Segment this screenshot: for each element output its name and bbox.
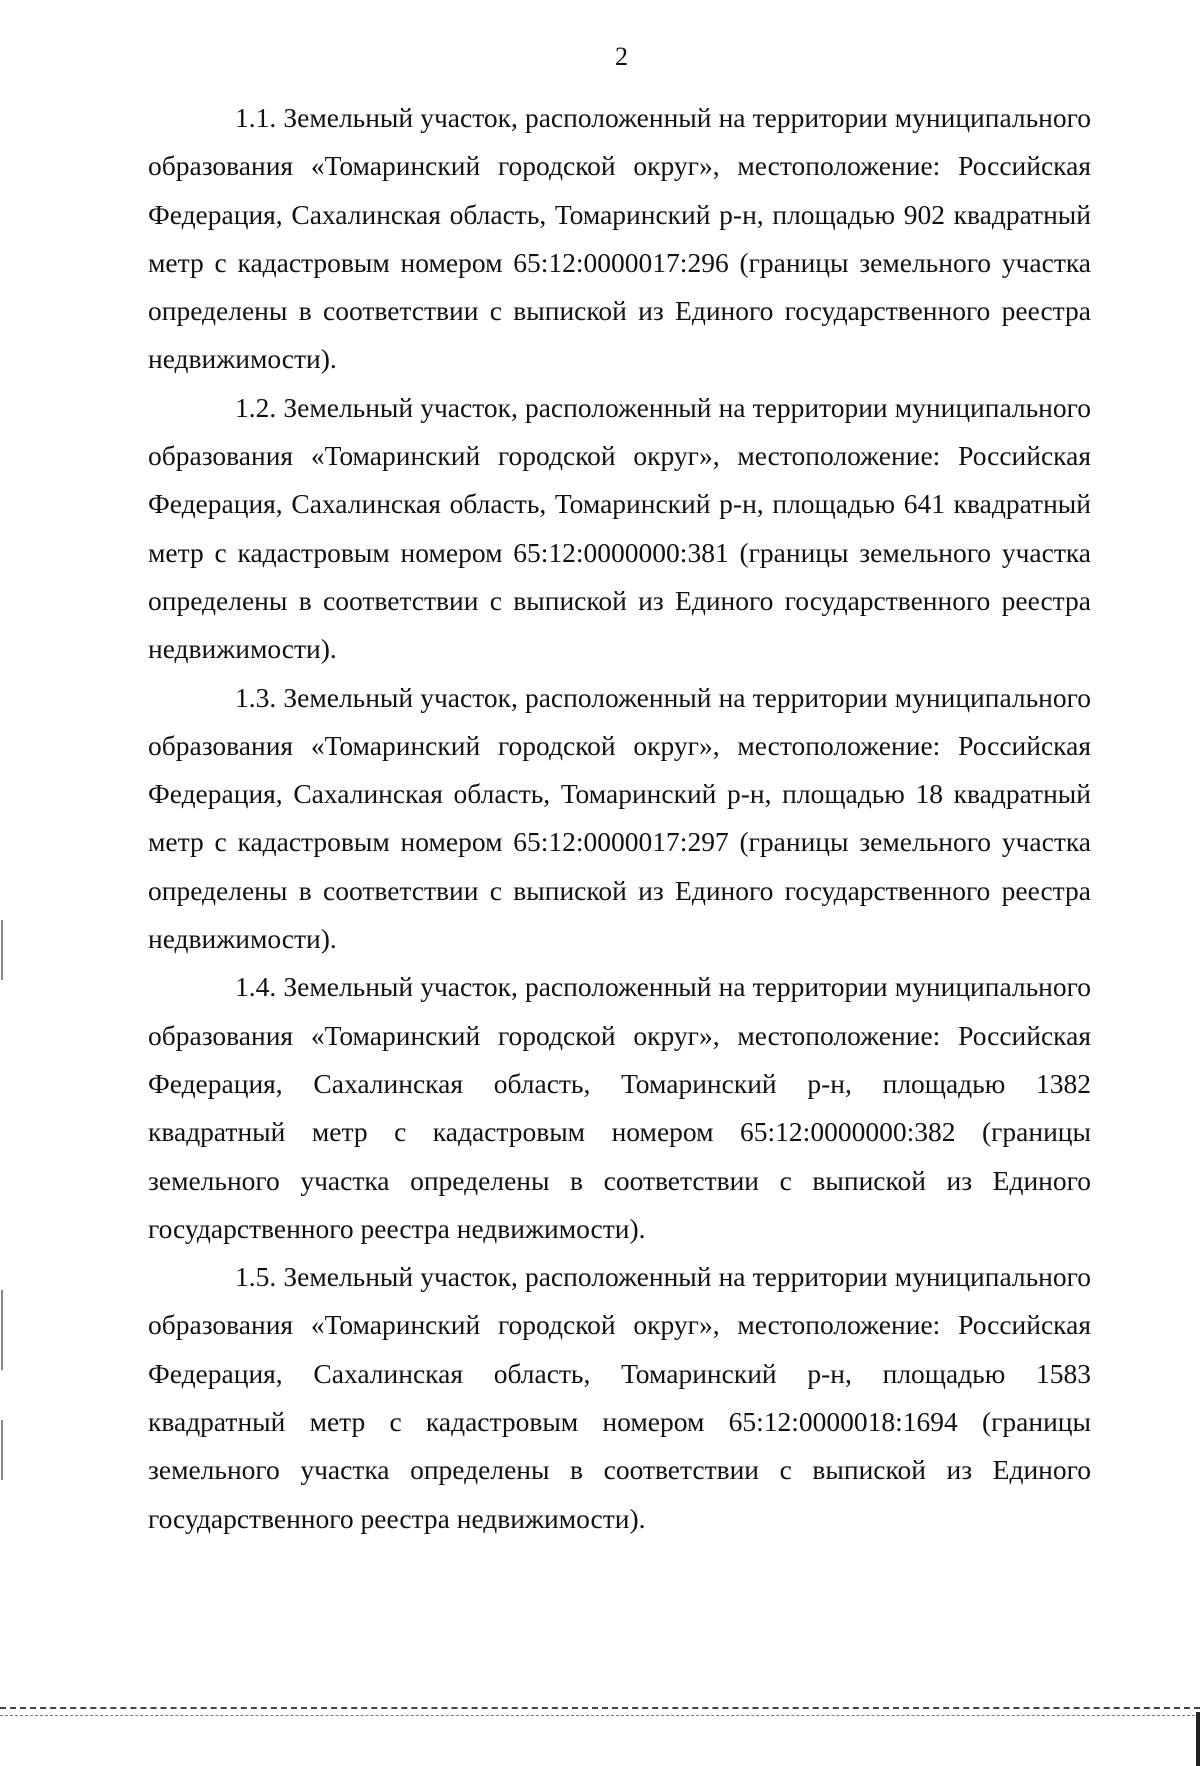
clause-1-1: 1.1. Земельный участок, расположенный на территории муниципального образования «Томаринский городской округ», местоположение: Российская Федерация, Сахалинская область, Томаринский р-н, площадью 902 квадратный метр с кадастровым номером 65:12:0000017:296 (границы земельного участка определены в соответствии с выпиской из Единого государственного реестра недвижимости).	[148, 102, 1091, 375]
document-body	[148, 94, 1091, 1543]
page-number: 2	[615, 42, 628, 71]
scan-left-edge-marks	[0, 0, 6, 1766]
scan-bottom-rule	[0, 1707, 1200, 1716]
clause-1-4: 1.4. Земельный участок, расположенный на территории муниципального образования «Томаринский городской округ», местоположение: Российская Федерация, Сахалинская область, Томаринский р-н, площадью 1382 квадратный метр с кадастровым номером 65:12:0000000:382 (границы земельного участка определены в соответствии с выпиской из Единого государственного реестра недвижимости).	[148, 971, 1091, 1244]
clause-1-2: 1.2. Земельный участок, расположенный на территории муниципального образования «Томаринский городской округ», местоположение: Российская Федерация, Сахалинская область, Томаринский р-н, площадью 641 квадратный метр с кадастровым номером 65:12:0000000:381 (границы земельного участка определены в соответствии с выпиской из Единого государственного реестра недвижимости).	[148, 391, 1091, 665]
clause-1-3: 1.3. Земельный участок, расположенный на территории муниципального образования «Томаринский городской округ», местоположение: Российская Федерация, Сахалинская область, Томаринский р-н, площадью 18 квадратный метр с кадастровым номером 65:12:0000017:297 (границы земельного участка определены в соответствии с выпиской из Единого государственного реестра недвижимости).	[148, 681, 1091, 955]
clause-1-5: 1.5. Земельный участок, расположенный на территории муниципального образования «Томаринский городской округ», местоположение: Российская Федерация, Сахалинская область, Томаринский р-н, площадью 1583 квадратный метр с кадастровым номером 65:12:0000018:1694 (границы земельного участка определены в соответствии с выпиской из Единого государственного реестра недвижимости).	[148, 1261, 1091, 1534]
scan-right-edge	[1196, 1712, 1200, 1766]
